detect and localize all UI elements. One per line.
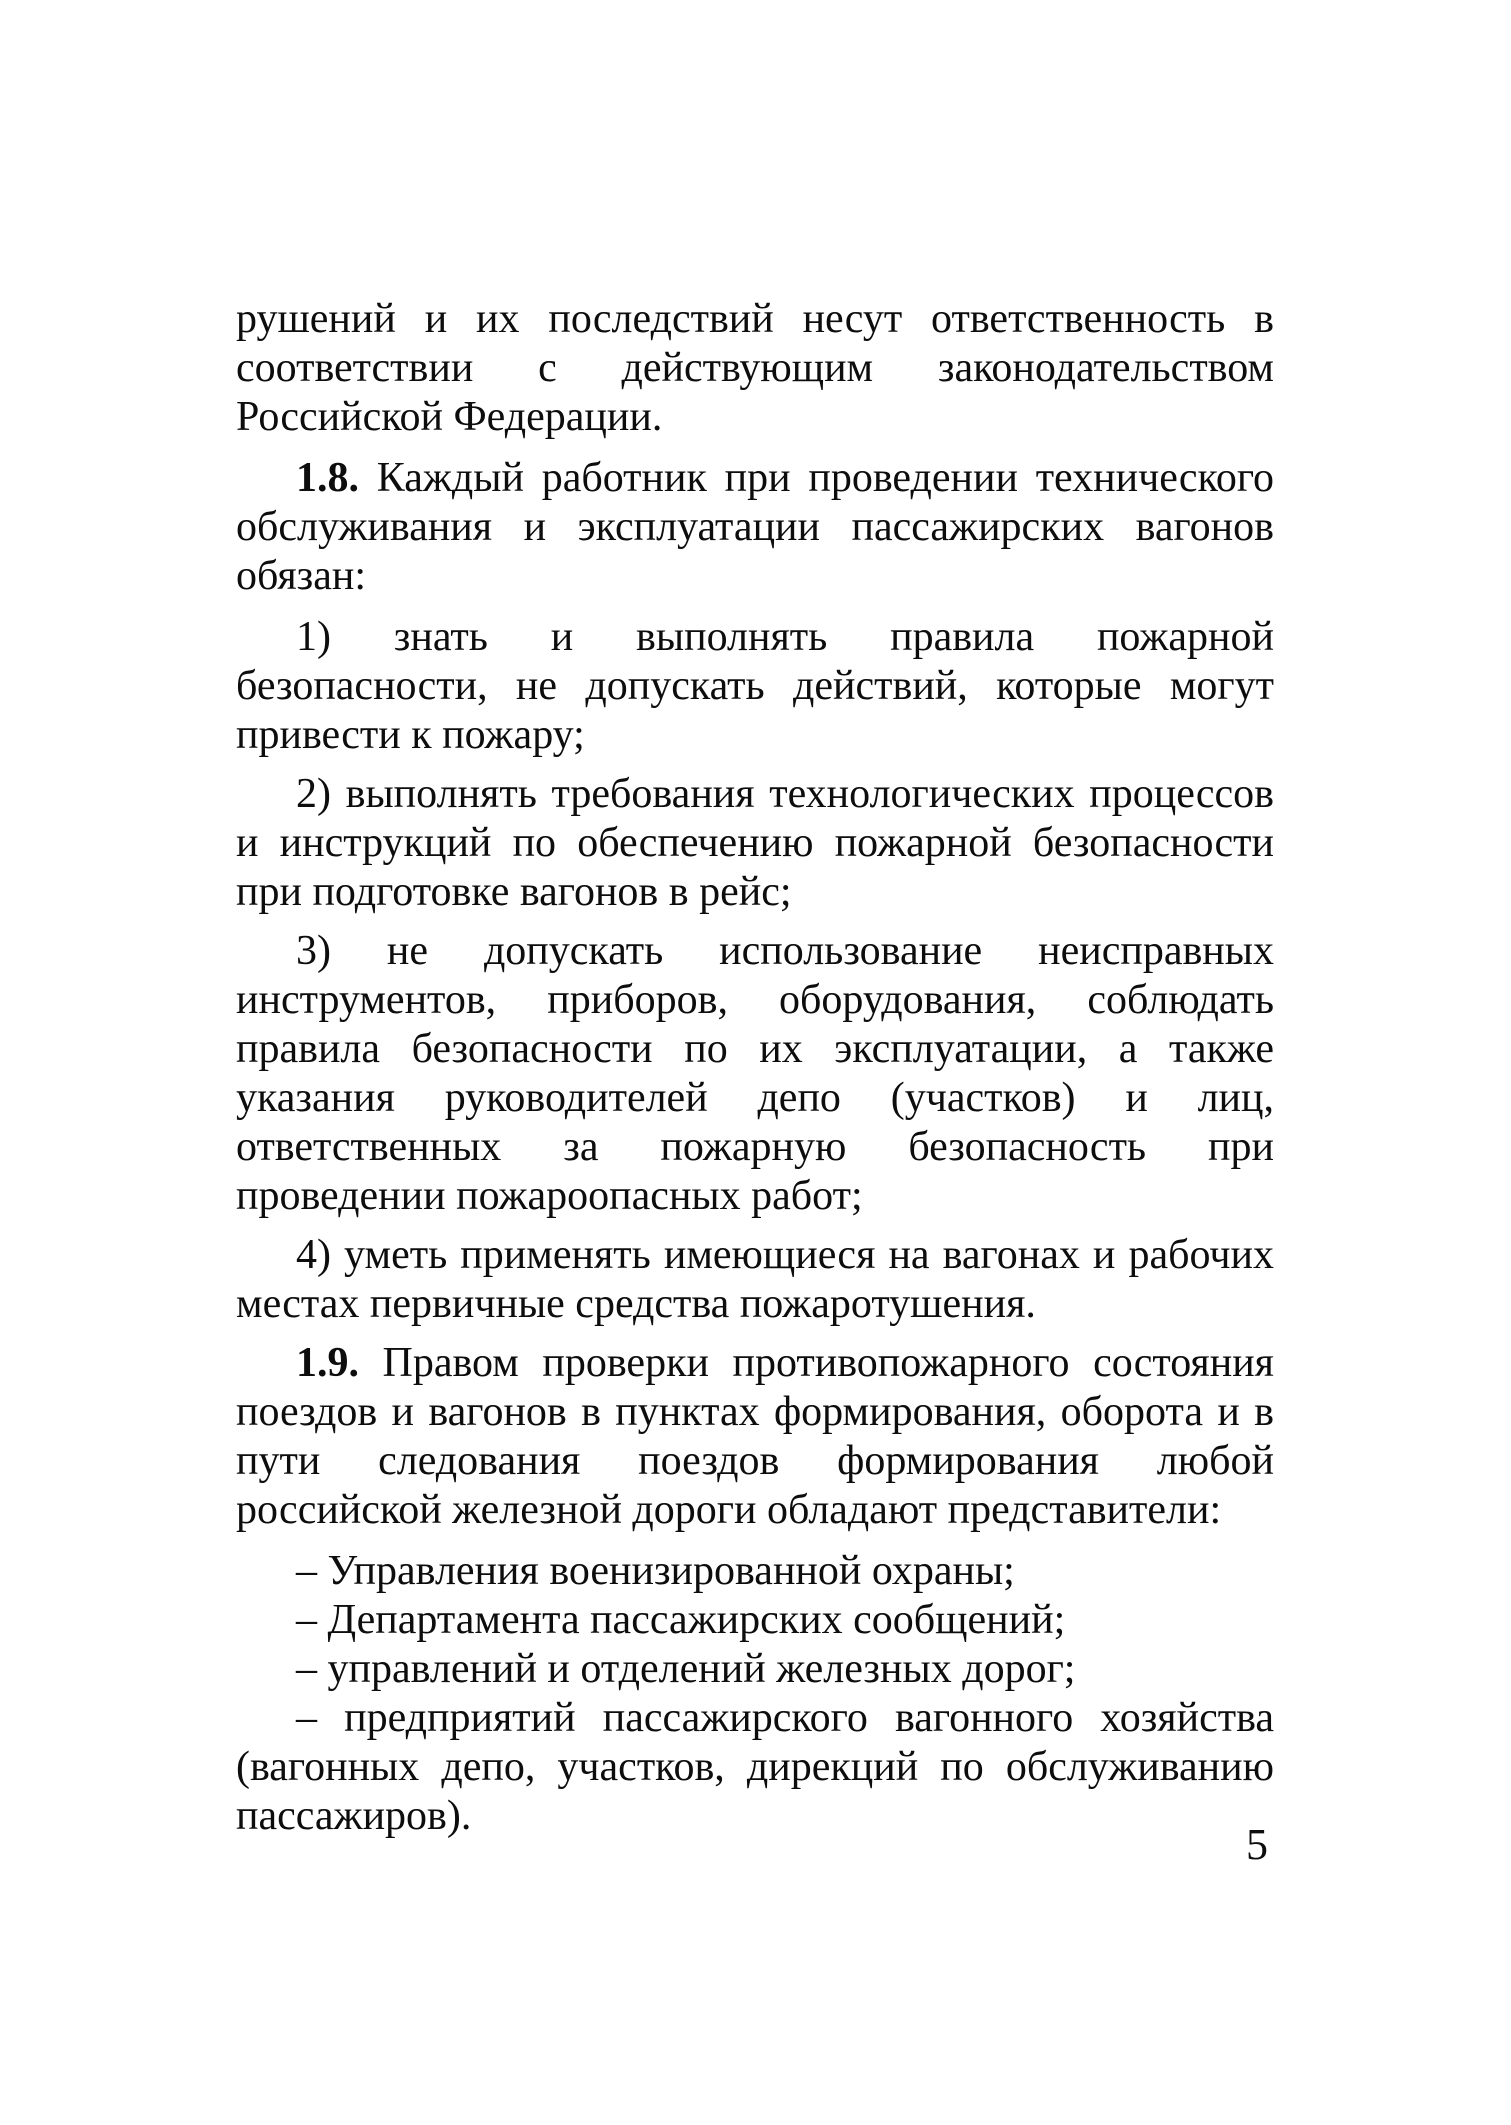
section-number: 1.9. — [296, 1340, 359, 1386]
section-text: Правом проверки противопожарного состояния поездов и вагонов в пунктах формирования, оборота и в пути следования поездов формирования любой российской железной дороги обладают представители: — [236, 1340, 1274, 1533]
paragraph-continuation: рушений и их последствий несут ответственность в соответствии с действующим законодательством Российской Федерации. — [236, 296, 1274, 440]
dash-item-3: – управлений и отделений железных дорог; — [296, 1646, 1076, 1692]
list-item-1: 1) знать и выполнять правила пожарной безопасности, не допускать действий, которые могут привести к пожару; — [236, 614, 1274, 758]
dash-item-4: – предприятий пассажирского вагонного хозяйства (вагонных депо, участков, дирекций по обслуживанию пассажиров). — [236, 1695, 1274, 1839]
dash-item-2: – Департамента пассажирских сообщений; — [296, 1597, 1066, 1643]
list-item-4: 4) уметь применять имеющиеся на вагонах и рабочих местах первичные средства пожаротушения. — [236, 1232, 1274, 1327]
section-1-8 — [236, 454, 1274, 601]
dash-item-1: – Управления военизированной охраны; — [296, 1548, 1015, 1594]
list-item-2: 2) выполнять требования технологических процессов и инструкций по обеспечению пожарной безопасности при подготовке вагонов в рейс; — [236, 771, 1274, 915]
section-1-9 — [236, 1339, 1274, 1535]
page-number: 5 — [1246, 1820, 1268, 1869]
list-item-3: 3) не допускать использование неисправных инструментов, приборов, оборудования, соблюдать правила безопасности по их эксплуатации, а также указания руководителей депо (участков) и лиц, ответственных за пожарную безопасность при проведении пожароопасных работ; — [236, 928, 1274, 1219]
section-text: Каждый работник при проведении технического обслуживания и эксплуатации пассажирских вагонов обязан: — [236, 455, 1274, 599]
document-body — [236, 295, 1274, 1841]
section-number: 1.8. — [296, 455, 359, 501]
